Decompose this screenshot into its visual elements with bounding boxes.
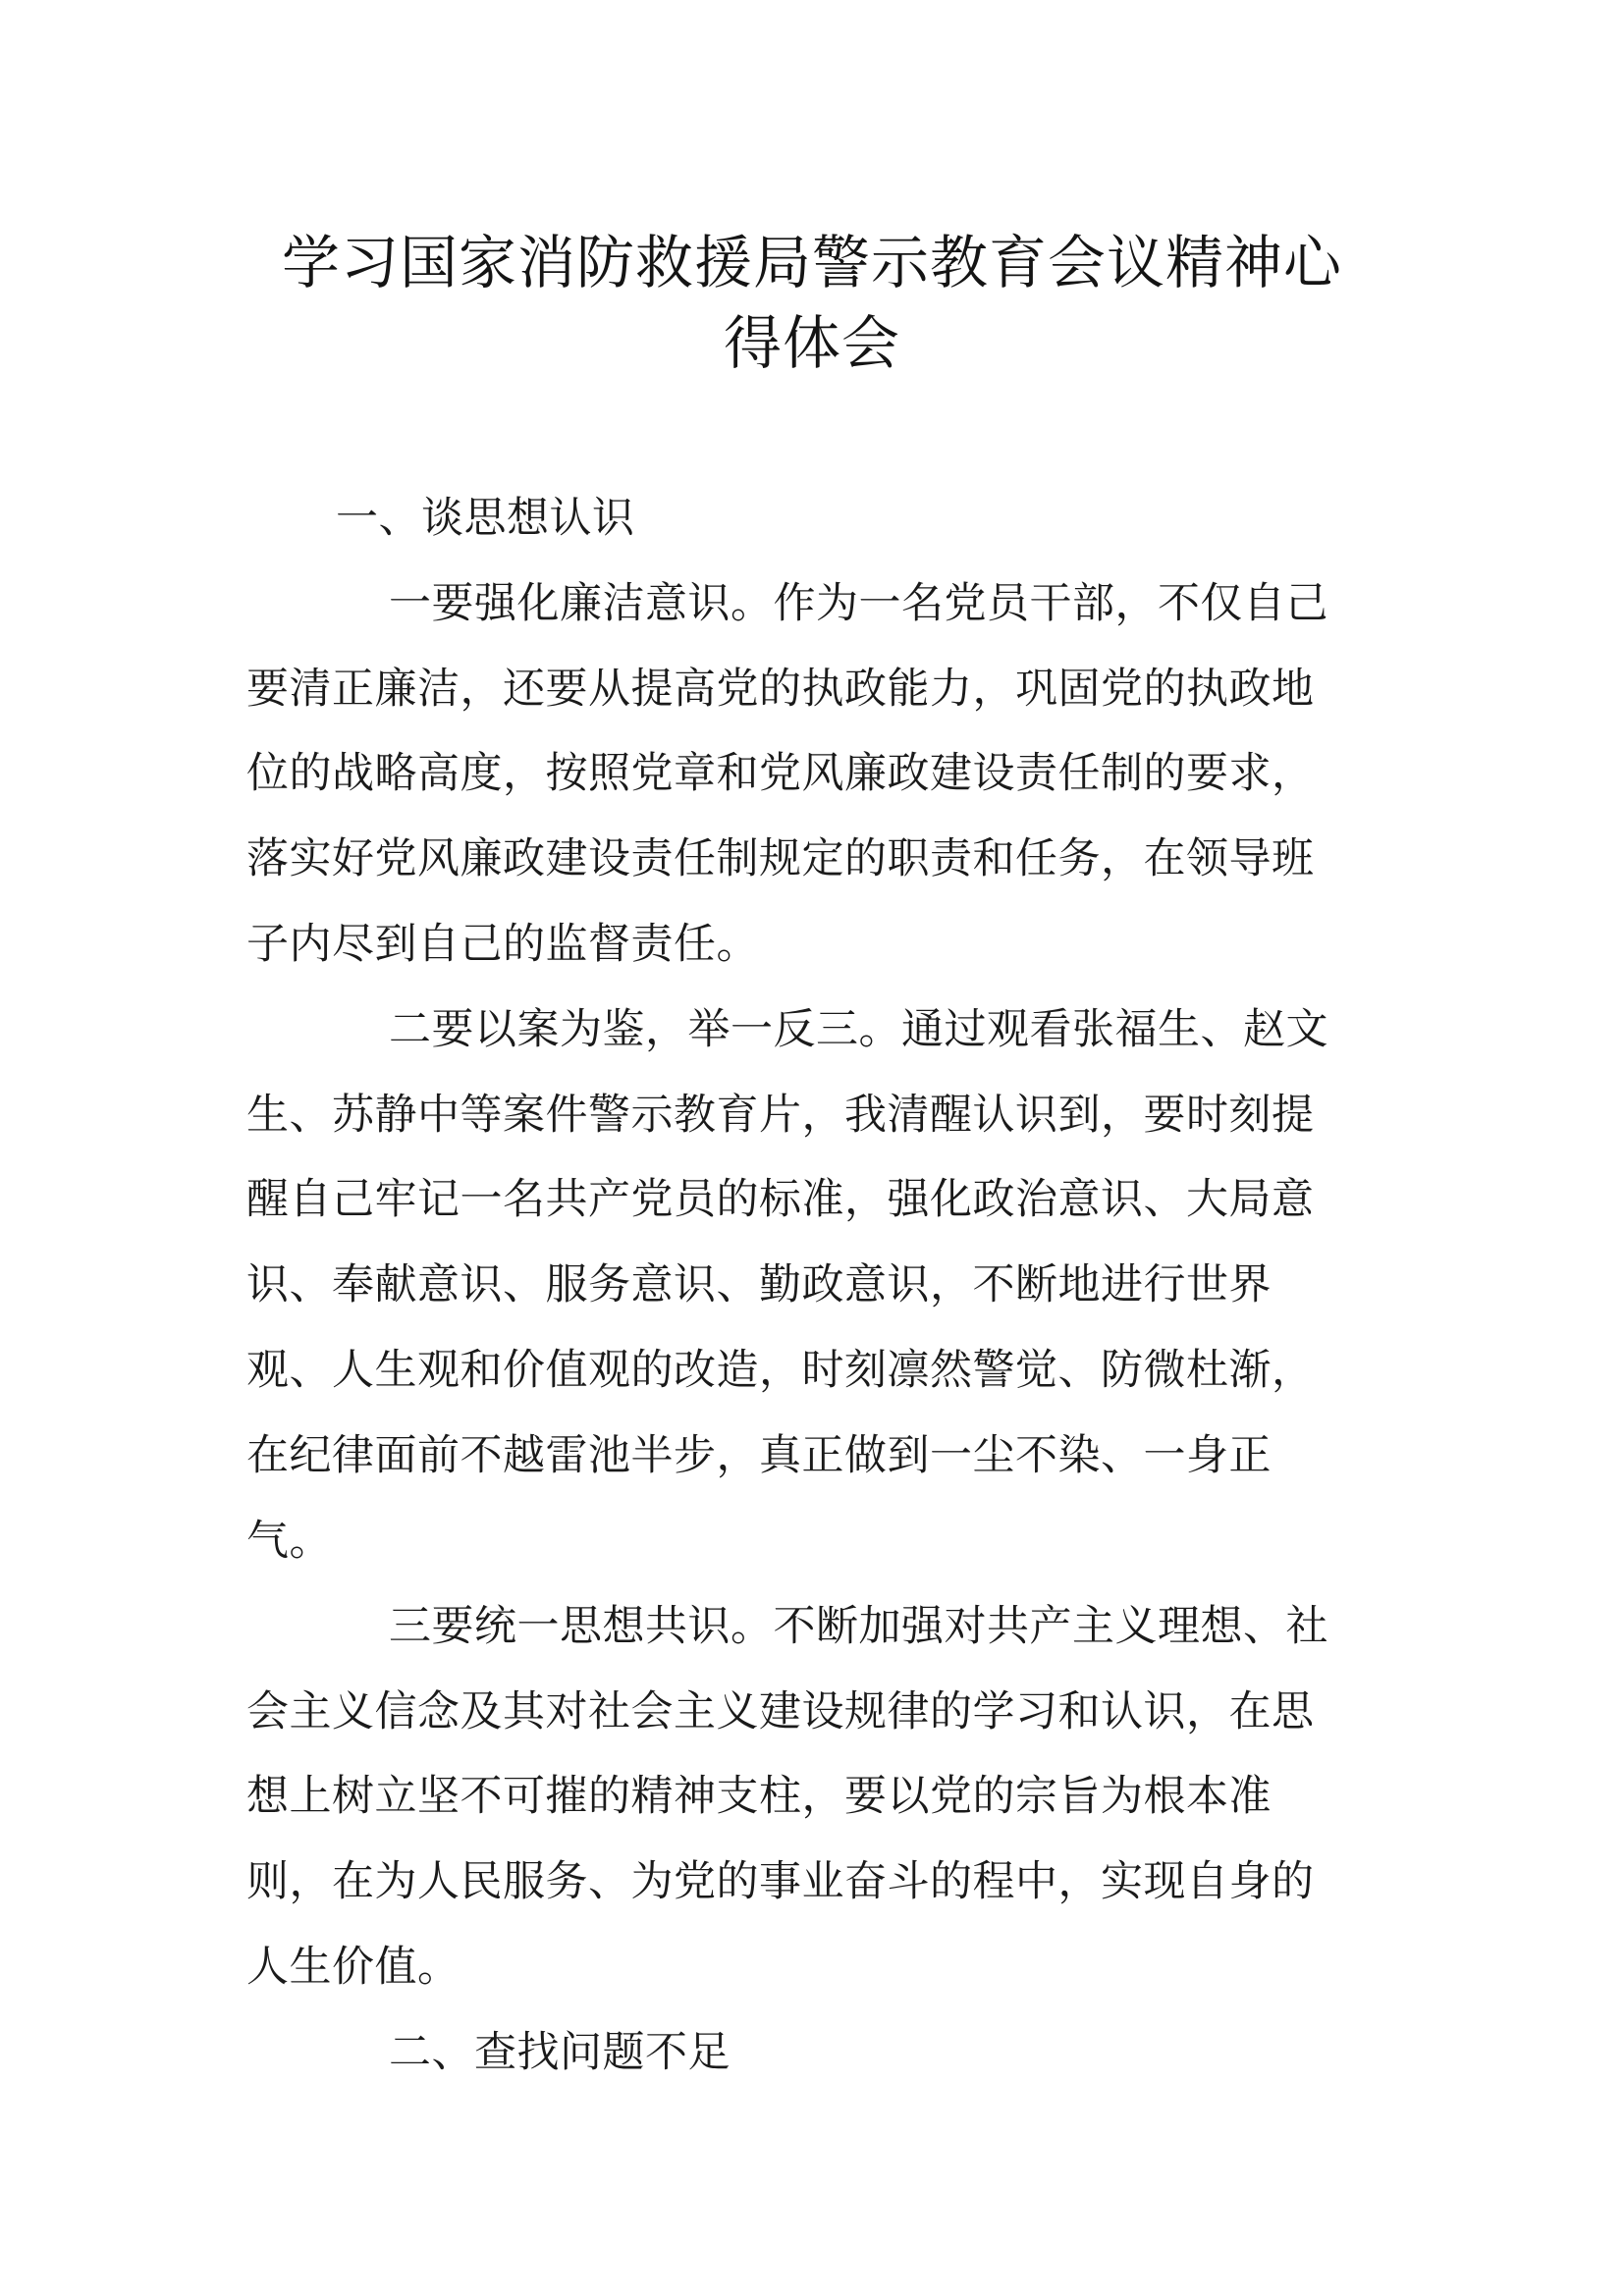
paragraph-1-line: 落实好党风廉政建设责任制规定的职责和任务，在领导班 bbox=[246, 834, 1315, 883]
paragraph-2-line: 识、奉献意识、服务意识、勤政意识，不断地进行世界 bbox=[246, 1260, 1272, 1309]
paragraph-1-line: 要清正廉洁，还要从提高党的执政能力，巩固党的执政地 bbox=[246, 665, 1315, 714]
paragraph-3-line: 则，在为人民服务、为党的事业奋斗的程中，实现自身的 bbox=[246, 1857, 1315, 1906]
document-title-line-1: 学习国家消防救援局警示教育会议精神心 bbox=[281, 229, 1342, 296]
paragraph-3-line: 想上树立坚不可摧的精神支柱，要以党的宗旨为根本准 bbox=[246, 1772, 1272, 1821]
paragraph-2-line: 观、人生观和价值观的改造，时刻凛然警觉、防微杜渐， bbox=[246, 1346, 1315, 1395]
paragraph-1-line: 一要强化廉洁意识。作为一名党员干部，不仅自己 bbox=[389, 579, 1328, 628]
section-heading-1: 一、谈思想认识 bbox=[336, 494, 635, 543]
section-heading-2: 二、查找问题不足 bbox=[389, 2028, 731, 2077]
paragraph-1-line: 位的战略高度，按照党章和党风廉政建设责任制的要求， bbox=[246, 749, 1315, 798]
paragraph-1-line: 子内尽到自己的监督责任。 bbox=[246, 920, 759, 969]
paragraph-2-line: 生、苏静中等案件警示教育片，我清醒认识到，要时刻提 bbox=[246, 1091, 1315, 1140]
paragraph-2-line: 醒自己牢记一名共产党员的标准，强化政治意识、大局意 bbox=[246, 1175, 1315, 1224]
document-title-line-2: 得体会 bbox=[723, 309, 900, 377]
paragraph-3-line: 三要统一思想共识。不断加强对共产主义理想、社 bbox=[389, 1602, 1328, 1651]
paragraph-2-line: 二要以案为鉴，举一反三。通过观看张福生、赵文 bbox=[389, 1005, 1328, 1054]
paragraph-3-line: 人生价值。 bbox=[246, 1943, 460, 1992]
paragraph-3-line: 会主义信念及其对社会主义建设规律的学习和认识，在思 bbox=[246, 1687, 1315, 1736]
paragraph-2-line: 气。 bbox=[246, 1517, 332, 1566]
paragraph-2-line: 在纪律面前不越雷池半步，真正做到一尘不染、一身正 bbox=[246, 1431, 1272, 1480]
